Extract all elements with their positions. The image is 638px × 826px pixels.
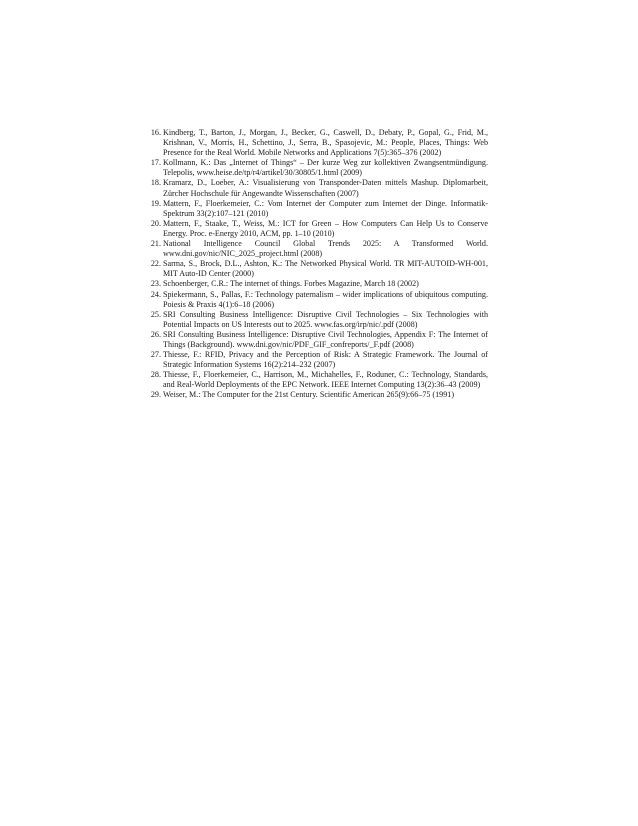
reference-text: Spiekermann, S., Pallas, F.: Technology paternalism – wider implications of ubiquitous computing. Poiesis & Praxis 4(1):6–18 (2006) [163,289,488,309]
reference-text: SRI Consulting Business Intelligence: Disruptive Civil Technologies – Six Technologies with Potential Impacts on US Interests out to 2025. www.fas.org/irp/nic/.pdf (2008) [163,309,488,329]
reference-text: Schoenberger, C.R.: The internet of things. Forbes Magazine, March 18 (2002) [163,279,419,289]
reference-text: Kollmann, K.: Das „Internet of Things“ – Der kurze Weg zur kollektiven Zwangsentmündigung. Telepolis, www.heise.de/tp/r4/artikel/30/30805/1.html (2009) [163,158,488,178]
reference-number: 21. [150,239,161,249]
reference-number: 22. [150,259,161,269]
reference-item [147,199,488,219]
reference-number: 28. [150,370,161,380]
reference-text: Mattern, F., Staake, T., Weiss, M.: ICT for Green – How Computers Can Help Us to Conserve Energy. Proc. e-Energy 2010, ACM, pp. 1–10 (2010) [163,218,488,238]
reference-number: 23. [150,279,161,289]
reference-item [147,279,488,289]
reference-number: 29. [150,390,161,400]
reference-item [147,259,488,279]
reference-number: 20. [150,218,161,228]
reference-item [147,219,488,239]
reference-text: Kramarz, D., Loeber, A.: Visualisierung von Transponder-Daten mittels Mashup. Diplomarbeit, Zürcher Hochschule für Angewandte Wissenschaften (2007) [163,178,488,198]
reference-item [147,370,488,390]
reference-number: 24. [150,289,161,299]
reference-item [147,158,488,178]
reference-text: Thiesse, F.: RFID, Privacy and the Perception of Risk: A Strategic Framework. The Journal of Strategic Information Systems 16(2):214–232 (2007) [163,350,488,370]
reference-text: Sarma, S., Brock, D.L., Ashton, K.: The Networked Physical World. TR MIT-AUTOID-WH-001, MIT Auto-ID Center (2000) [163,259,488,279]
reference-item [147,330,488,350]
reference-text: Mattern, F., Floerkemeier, C.: Vom Internet der Computer zum Internet der Dinge. Informatik-Spektrum 33(2):107–121 (2010) [163,198,488,218]
reference-number: 16. [150,128,161,137]
reference-item [147,290,488,310]
reference-number: 26. [150,329,161,339]
reference-item [147,390,488,400]
reference-number: 19. [150,198,161,208]
reference-list [147,128,488,401]
reference-item [147,350,488,370]
reference-number: 18. [150,178,161,188]
reference-text: Weiser, M.: The Computer for the 21st Century. Scientific American 265(9):66–75 (1991) [163,390,455,400]
reference-text: SRI Consulting Business Intelligence: Disruptive Civil Technologies, Appendix F: The Internet of Things (Background). www.dni.gov/nic/PDF_GIF_confreports/_F.pdf (2008) [163,329,488,349]
reference-number: 25. [150,309,161,319]
reference-item [147,310,488,330]
reference-number: 17. [150,158,161,168]
reference-text: Kindberg, T., Barton, J., Morgan, J., Becker, G., Caswell, D., Debaty, P., Gopal, G., Frid, M., Krishnan, V., Morris, H., Schettino, J., Serra, B., Spasojevic, M.: People, Places, Things: Web Presence for the Real World. Mobile Networks and Applications 7(5):365–376 (2002) [163,128,488,158]
reference-item [147,239,488,259]
reference-item [147,178,488,198]
reference-text: Thiesse, F., Floerkemeier, C., Harrison, M., Michahelles, F., Roduner, C.: Technology, Standards, and Real-World Deployments of the EPC Network. IEEE Internet Computing 13(2):36–43 (2009) [163,370,488,390]
reference-number: 27. [150,350,161,360]
reference-item [147,128,488,158]
reference-text: National Intelligence Council Global Trends 2025: A Transformed World. www.dni.gov/nic/NIC_2025_project.html (2008) [163,239,488,259]
